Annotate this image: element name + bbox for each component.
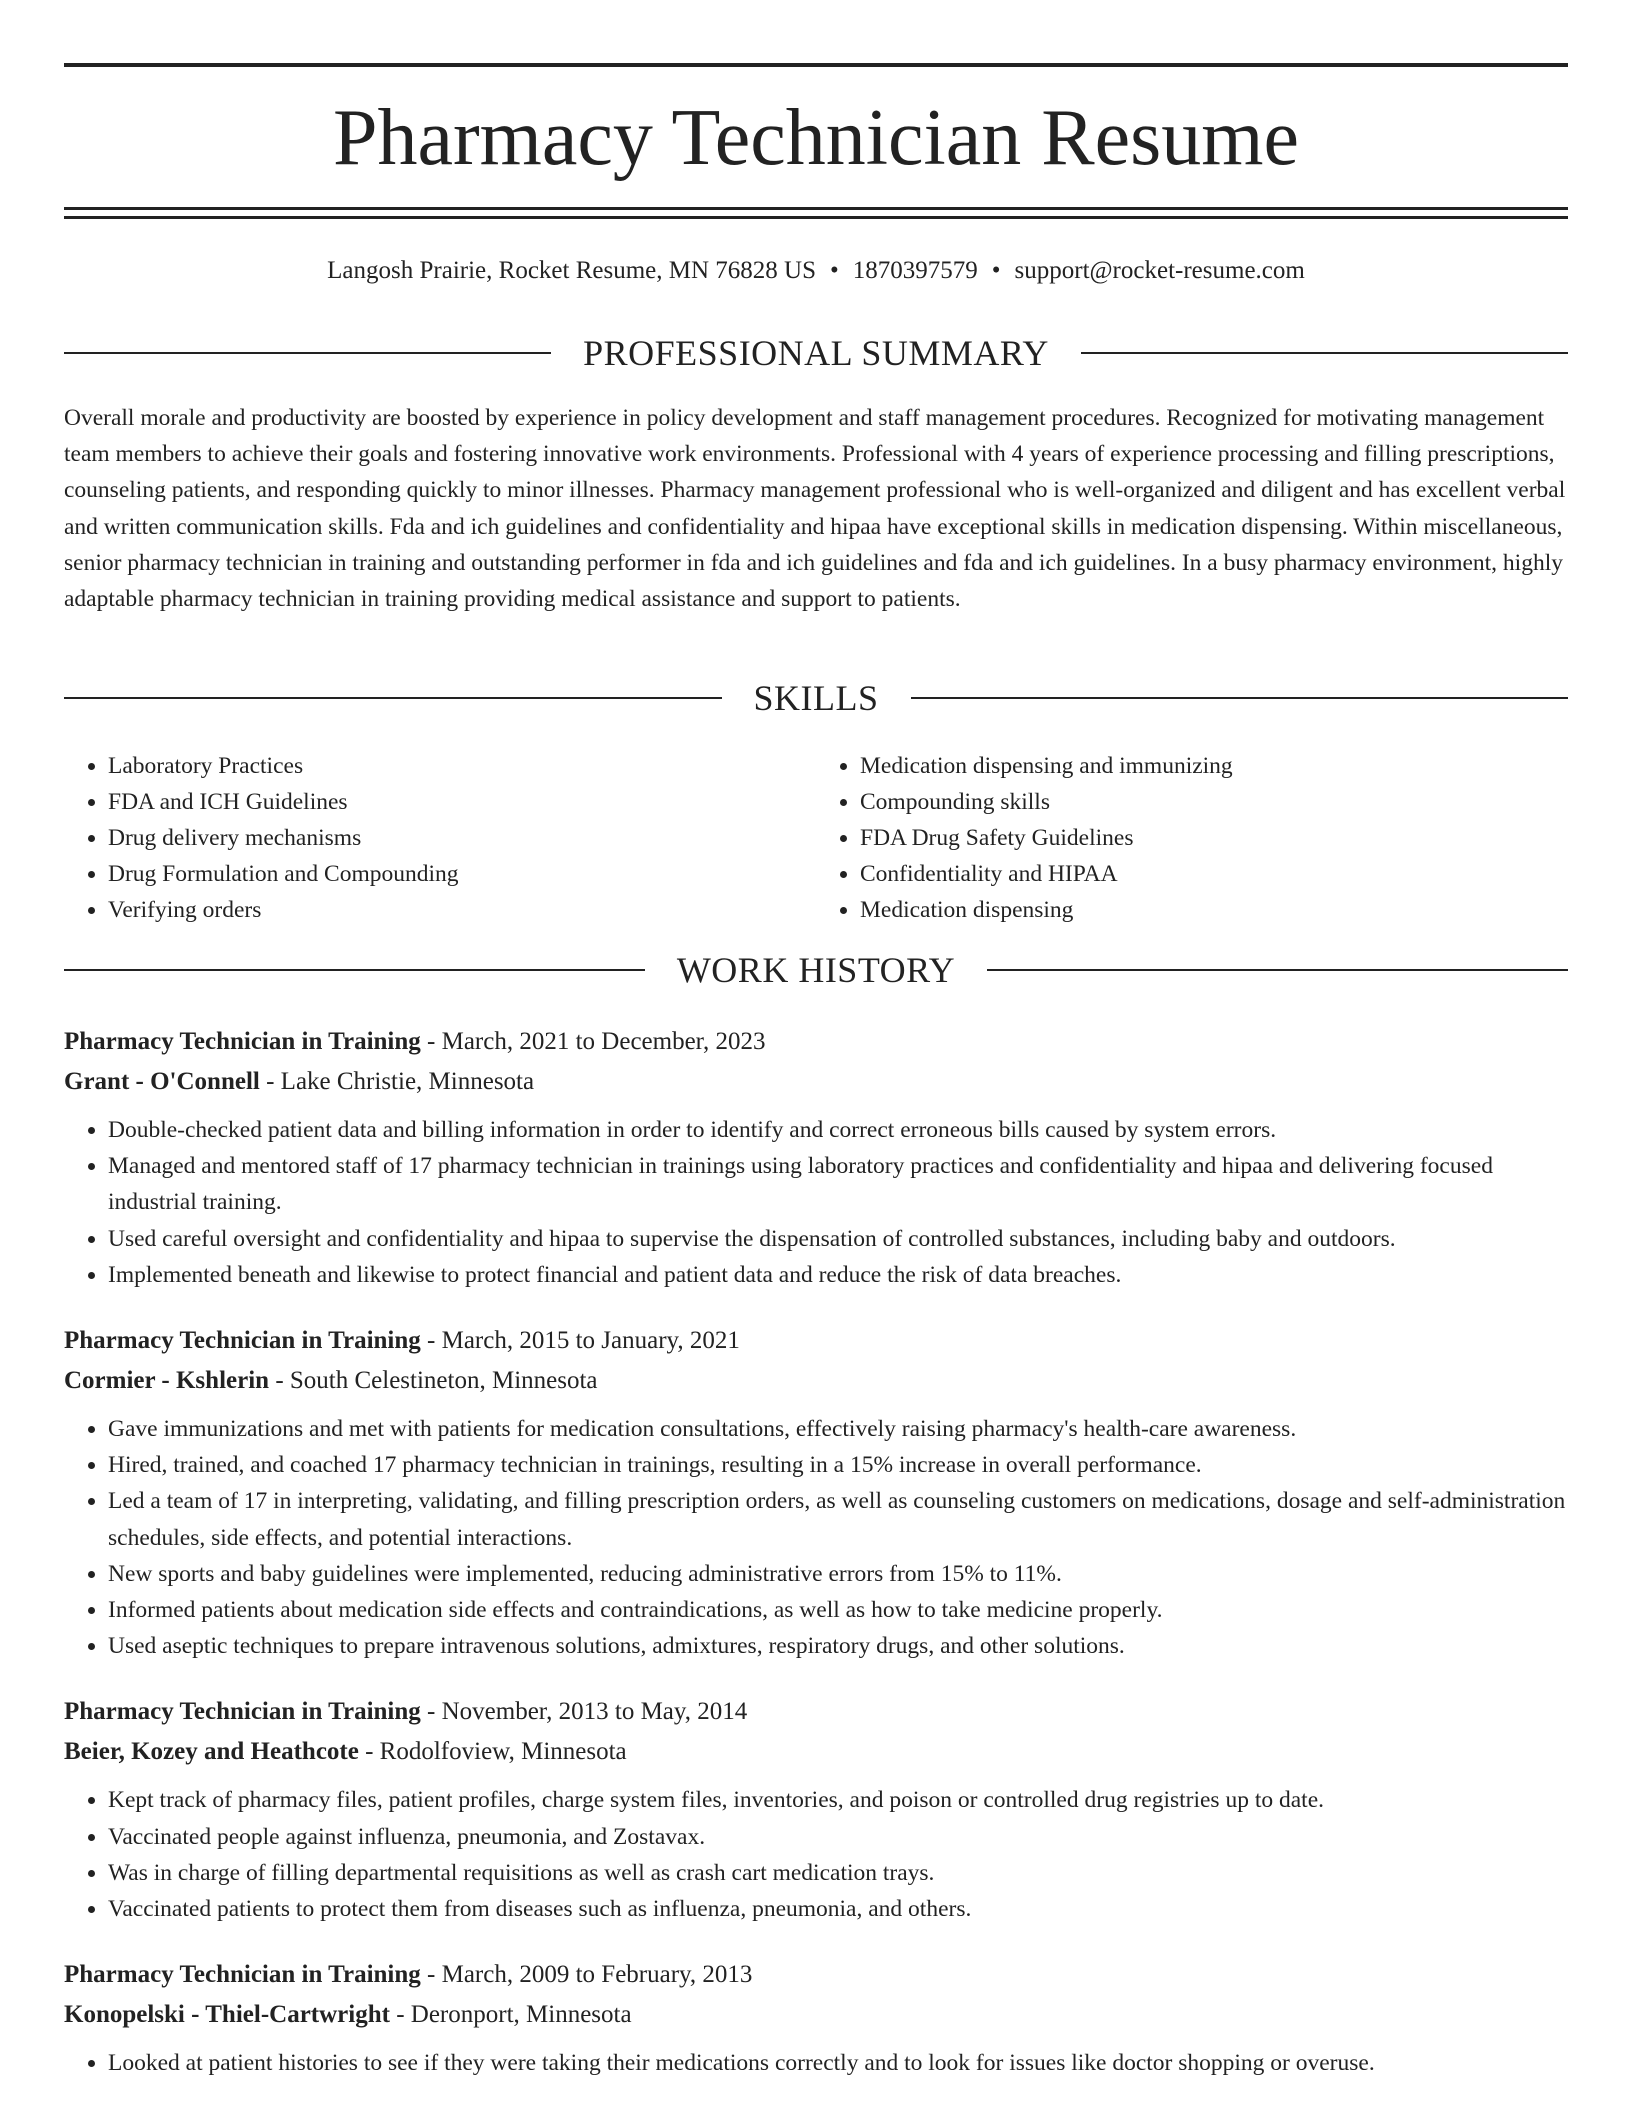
skill-item: • Medication dispensing and immunizing: [860, 748, 1568, 784]
job-bullet: • Vaccinated people against influenza, pneumonia, and Zostavax.: [108, 1819, 1568, 1855]
skill-item: • Drug delivery mechanisms: [108, 820, 816, 856]
job-title-line: [64, 1022, 1568, 1062]
contact-separator: •: [991, 257, 1001, 284]
skills-heading: [64, 676, 1568, 720]
title-rule-lower: [64, 216, 1568, 219]
job-bullets: [64, 2045, 1568, 2081]
job-bullet: • Informed patients about medication side effects and contraindications, as well as how to take medicine properly.: [108, 1592, 1568, 1628]
job-bullets: [64, 1782, 1568, 1927]
job-bullets: [64, 1411, 1568, 1664]
job-bullet: • Gave immunizations and met with patients for medication consultations, effectively raising pharmacy's health-care awareness.: [108, 1411, 1568, 1447]
job-title: Pharmacy Technician in Training: [64, 1698, 421, 1726]
job-company: Konopelski - Thiel-Cartwright: [64, 2001, 390, 2029]
job-bullet: • Kept track of pharmacy files, patient profiles, charge system files, inventories, and poison or controlled drug registries up to date.: [108, 1782, 1568, 1818]
job-company: Cormier - Kshlerin: [64, 1367, 270, 1395]
contact-separator: •: [830, 257, 839, 284]
work-history-list: [64, 1022, 1568, 2109]
top-rule: [64, 63, 1568, 67]
job-bullet: • New sports and baby guidelines were implemented, reducing administrative errors from 15% to 11%.: [108, 1556, 1568, 1592]
skill-item: • Drug Formulation and Compounding: [108, 856, 816, 892]
heading-rule: [64, 352, 551, 354]
job-company-line: [64, 1732, 1568, 1772]
job-bullet: • Looked at patient histories to see if they were taking their medications correctly and to look for issues like doctor shopping or overuse.: [108, 2045, 1568, 2081]
job-dates: - March, 2015 to January, 2021: [420, 1327, 740, 1355]
job-title: Pharmacy Technician in Training: [64, 1961, 421, 1989]
job-title-line: [64, 1692, 1568, 1732]
contact-phone: 1870397579: [852, 257, 978, 284]
heading-rule: [64, 697, 722, 699]
work-history-heading-label: WORK HISTORY: [676, 950, 956, 990]
job-bullet: • Double-checked patient data and billing information in order to identify and correct erroneous bills caused by system errors.: [108, 1112, 1568, 1148]
heading-rule: [1081, 352, 1568, 354]
heading-rule: [64, 969, 645, 971]
job-company: Grant - O'Connell: [64, 1068, 260, 1095]
skills-column-left: [64, 748, 816, 928]
page-title: Pharmacy Technician Resume: [333, 94, 1299, 182]
job-location: - Rodolfoview, Minnesota: [358, 1738, 627, 1766]
job-company-line: [64, 1361, 1568, 1401]
job-bullet: • Was in charge of filling departmental requisitions as well as crash cart medication trays.: [108, 1855, 1568, 1891]
job-location: - Deronport, Minnesota: [389, 2001, 632, 2029]
job-location: - Lake Christie, Minnesota: [259, 1068, 535, 1095]
job-company: Beier, Kozey and Heathcote: [64, 1738, 359, 1766]
skills-list: [64, 748, 1568, 928]
job-company-line: [64, 1062, 1568, 1102]
job-bullet: • Used aseptic techniques to prepare intravenous solutions, admixtures, respiratory drugs, and other solutions.: [108, 1628, 1568, 1664]
title-rule-upper: [64, 207, 1568, 210]
job-bullet: • Used careful oversight and confidentiality and hipaa to supervise the dispensation of controlled substances, including baby and outdoors.: [108, 1221, 1568, 1257]
skill-item: • FDA Drug Safety Guidelines: [860, 820, 1568, 856]
job-dates: - November, 2013 to May, 2014: [420, 1698, 748, 1726]
contact-email: support@rocket-resume.com: [1014, 257, 1305, 284]
summary-heading-label: PROFESSIONAL SUMMARY: [583, 333, 1049, 373]
heading-rule: [987, 969, 1568, 971]
job-bullet: • Managed and mentored staff of 17 pharmacy technician in trainings using laboratory practices and confidentiality and hipaa and delivering focused industrial training.: [108, 1148, 1568, 1220]
skill-item: • Compounding skills: [860, 784, 1568, 820]
job-dates: - March, 2009 to February, 2013: [420, 1961, 753, 1989]
job-entry: [64, 1955, 1568, 2081]
job-bullet: • Hired, trained, and coached 17 pharmacy technician in trainings, resulting in a 15% increase in overall performance.: [108, 1447, 1568, 1483]
skill-item: • Confidentiality and HIPAA: [860, 856, 1568, 892]
job-title-line: [64, 1321, 1568, 1361]
summary-heading: [64, 331, 1568, 375]
job-entry: [64, 1321, 1568, 1664]
skills-heading-label: SKILLS: [753, 678, 879, 718]
job-bullets: [64, 1112, 1568, 1293]
job-entry: [64, 1022, 1568, 1293]
contact-address: Langosh Prairie, Rocket Resume, MN 76828 US: [327, 257, 816, 284]
job-entry: [64, 1692, 1568, 1927]
job-dates: - March, 2021 to December, 2023: [420, 1028, 766, 1055]
job-company-line: [64, 1995, 1568, 2035]
skill-item: • Medication dispensing: [860, 892, 1568, 928]
skills-column-right: [816, 748, 1568, 928]
job-title: Pharmacy Technician in Training: [64, 1327, 421, 1355]
job-bullet: • Vaccinated patients to protect them from diseases such as influenza, pneumonia, and others.: [108, 1891, 1568, 1927]
work-history-heading: [64, 948, 1568, 992]
summary-text: Overall morale and productivity are boosted by experience in policy development and staff management procedures. Recognized for motivating management team members to achieve their goals and fostering innovative work environments. Professional with 4 years of experience processing and filling prescriptions, counseling patients, and responding quickly to minor illnesses. Pharmacy management professional who is well-organized and diligent and has excellent verbal and written communication skills. Fda and ich guidelines and confidentiality and hipaa have exceptional skills in medication dispensing. Within miscellaneous, senior pharmacy technician in training and outstanding performer in fda and ich guidelines and fda and ich guidelines. In a busy pharmacy environment, highly adaptable pharmacy technician in training providing medical assistance and support to patients.: [64, 405, 1566, 613]
job-bullet: • Implemented beneath and likewise to protect financial and patient data and reduce the risk of data breaches.: [108, 1257, 1568, 1293]
contact-line: [64, 254, 1568, 288]
skill-item: • FDA and ICH Guidelines: [108, 784, 816, 820]
job-location: - South Celestineton, Minnesota: [269, 1367, 598, 1395]
job-title: Pharmacy Technician in Training: [64, 1028, 421, 1055]
job-bullet: • Led a team of 17 in interpreting, validating, and filling prescription orders, as well as counseling customers on medications, dosage and self-administration schedules, side effects, and potential interactions.: [108, 1483, 1568, 1555]
heading-rule: [911, 697, 1569, 699]
skill-item: • Laboratory Practices: [108, 748, 816, 784]
skill-item: • Verifying orders: [108, 892, 816, 928]
job-title-line: [64, 1955, 1568, 1995]
